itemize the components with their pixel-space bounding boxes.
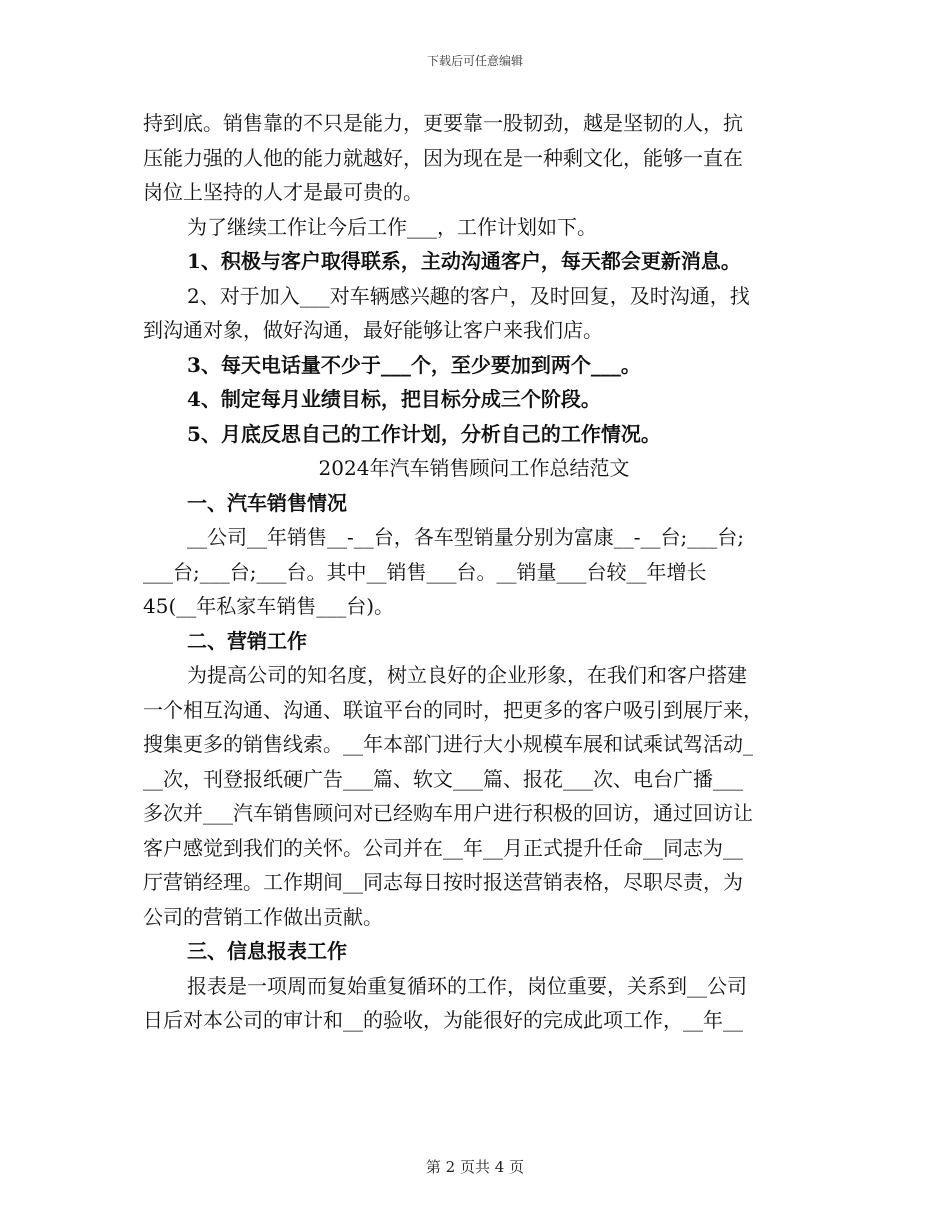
paragraph-line: 为提高公司的知名度，树立良好的企业形象，在我们和客户搭建 bbox=[187, 663, 747, 687]
page-footer: 第 2 页共 4 页 bbox=[425, 1158, 525, 1176]
paragraph-line: 报表是一项周而复始重复循环的工作，岗位重要，关系到__公司 bbox=[187, 973, 747, 998]
paragraph-line: ___台;___台;___台。其中__销售___台。__销量___台较__年增长 bbox=[143, 559, 707, 584]
plan-item-2: 2、对于加入___对车辆感兴趣的客户，及时回复，及时沟通，找 bbox=[187, 283, 750, 308]
paragraph-line: 搜集更多的销售线索。__年本部门进行大小规模车展和试乘试驾活动_ bbox=[143, 732, 753, 756]
paragraph-line: __次，刊登报纸硬广告___篇、软文___篇、报花___次、电台广播___ bbox=[143, 766, 743, 791]
paragraph-line: 压能力强的人他的能力就越好，因为现在是一种剩文化，能够一直在 bbox=[143, 145, 743, 170]
document-body bbox=[143, 106, 805, 1038]
paragraph-line: 岗位上坚持的人才是最可贵的。 bbox=[143, 180, 423, 204]
paragraph-line: 客户感觉到我们的关怀。公司并在__年__月正式提升任命__同志为__ bbox=[143, 835, 743, 860]
article-title: 2024年汽车销售顾问工作总结范文 bbox=[318, 456, 630, 480]
paragraph-line: 一个相互沟通、沟通、联谊平台的同时，把更多的客户吸引到展厅来， bbox=[143, 697, 763, 722]
paragraph-line: 厅营销经理。工作期间__同志每日按时报送营销表格，尽职尽责，为 bbox=[143, 870, 743, 894]
page-header: 下载后可任意编辑 bbox=[426, 54, 523, 68]
paragraph-line: 到沟通对象，做好沟通，最好能够让客户来我们店。 bbox=[143, 318, 603, 342]
section-heading-3: 三、信息报表工作 bbox=[187, 939, 347, 963]
plan-item-5: 5、月底反思自己的工作计划，分析自己的工作情况。 bbox=[187, 421, 661, 446]
section-heading-1: 一、汽车销售情况 bbox=[187, 490, 347, 515]
plan-item-1: 1、积极与客户取得联系，主动沟通客户，每天都会更新消息。 bbox=[187, 249, 741, 273]
paragraph-line: 45(__年私家车销售___台)。 bbox=[143, 594, 395, 618]
plan-item-3: 3、每天电话量不少于___个，至少要加到两个___。 bbox=[187, 352, 641, 377]
paragraph-line: 为了继续工作让今后工作___，工作计划如下。 bbox=[187, 214, 597, 239]
plan-item-4: 4、制定每月业绩目标，把目标分成三个阶段。 bbox=[187, 387, 601, 411]
paragraph-line: 日后对本公司的审计和__的验收，为能很好的完成此项工作，__年__ bbox=[143, 1008, 743, 1032]
paragraph-line: 多次并___汽车销售顾问对已经购车用户进行积极的回访，通过回访让 bbox=[143, 801, 753, 825]
paragraph-line: 持到底。销售靠的不只是能力，更要靠一股韧劲，越是坚韧的人，抗 bbox=[143, 111, 743, 135]
paragraph-line: __公司__年销售__-__台，各车型销量分别为富康__-__台;___台; bbox=[187, 525, 744, 549]
section-heading-2: 二、营销工作 bbox=[187, 628, 307, 653]
paragraph-line: 公司的营销工作做出贡献。 bbox=[143, 904, 383, 929]
